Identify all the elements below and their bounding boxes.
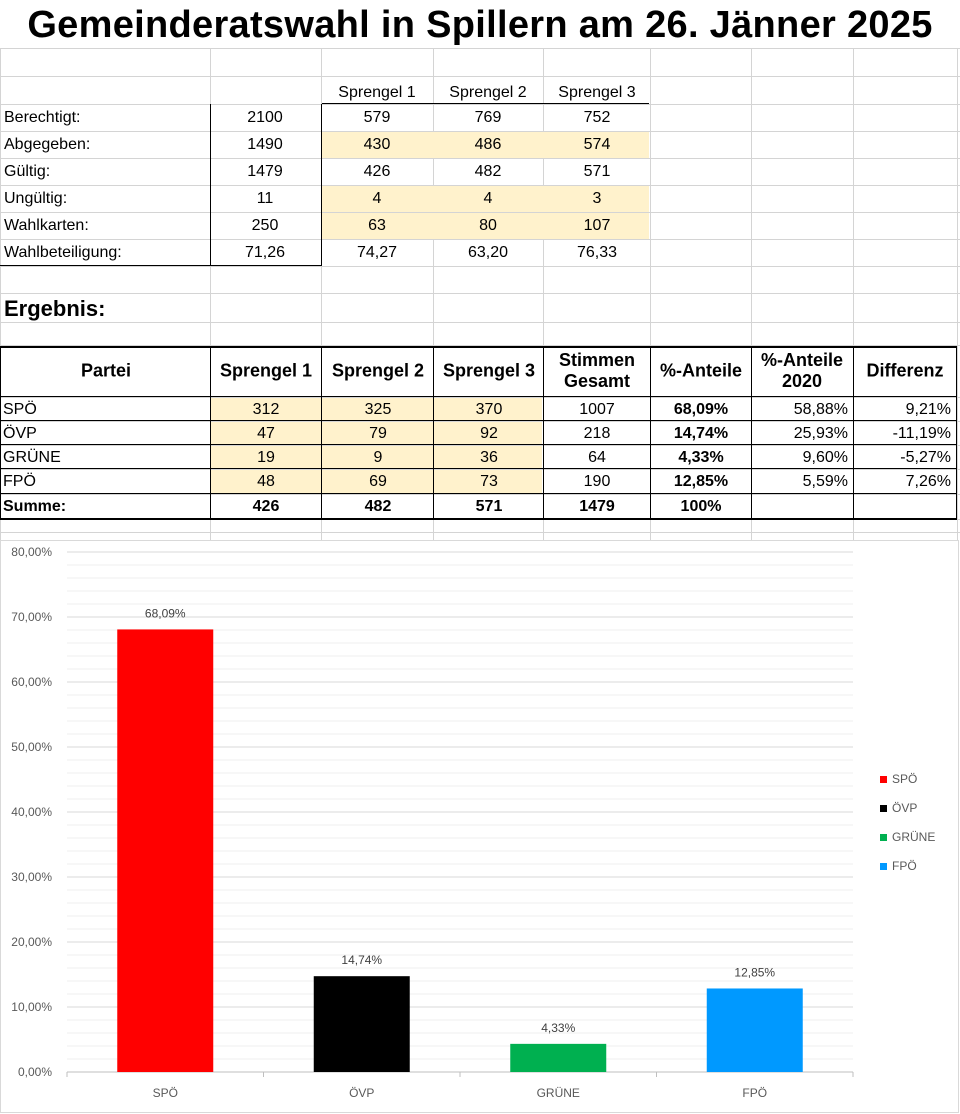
legend-entry — [880, 801, 917, 815]
border — [0, 518, 957, 520]
party-name: SPÖ — [3, 401, 37, 418]
grid-row-line — [0, 494, 960, 495]
header-partei: Partei — [80, 360, 132, 381]
header-stimmen-gesamt-line: Stimmen — [558, 350, 636, 370]
turnout-total: 1479 — [247, 163, 283, 180]
border — [321, 104, 322, 266]
data-label: 14,74% — [341, 953, 383, 968]
votes-s3: 73 — [480, 473, 498, 490]
votes-s2: 79 — [369, 425, 387, 442]
grid-row-line — [0, 239, 960, 240]
header-sprengel-3: Sprengel 3 — [442, 360, 536, 381]
legend-swatch — [880, 776, 887, 783]
y-tick-label: 20,00% — [11, 935, 52, 949]
turnout-s2: 63,20 — [467, 244, 509, 261]
grid-row-line — [0, 266, 960, 267]
turnout-s1: 63 — [368, 217, 386, 234]
turnout-s1: 579 — [363, 109, 391, 126]
votes-total: 218 — [583, 425, 611, 442]
header-sprengel-1: Sprengel 1 — [219, 360, 313, 381]
border — [210, 104, 211, 266]
turnout-s1: 4 — [372, 190, 382, 207]
legend-swatch — [880, 834, 887, 841]
turnout-s2: 486 — [474, 136, 502, 153]
votes-total: 190 — [583, 473, 611, 490]
grid-row-line — [0, 322, 960, 323]
turnout-s3: 107 — [583, 217, 611, 234]
share-percent: 14,74% — [673, 425, 729, 442]
grid-row-line — [0, 158, 960, 159]
legend-label: FPÖ — [892, 859, 917, 873]
votes-s1: 312 — [252, 401, 280, 418]
sum-s3: 571 — [475, 498, 503, 515]
turnout-s2: 4 — [483, 190, 493, 207]
y-tick-label: 40,00% — [11, 805, 52, 819]
x-tick-label: FPÖ — [742, 1086, 768, 1100]
votes-total: 64 — [588, 449, 606, 466]
legend-entry — [880, 859, 917, 873]
sprengel-header: Sprengel 1 — [338, 84, 416, 101]
border — [0, 493, 957, 494]
turnout-s3: 76,33 — [576, 244, 618, 261]
bar-fpö — [707, 988, 803, 1072]
difference: 7,26% — [905, 473, 951, 490]
share-percent: 68,09% — [673, 401, 729, 418]
border — [0, 444, 957, 445]
sum-percent: 100% — [680, 498, 722, 515]
votes-s3: 370 — [475, 401, 503, 418]
grid-row-line — [0, 532, 960, 533]
turnout-label: Wahlbeteiligung: — [4, 244, 122, 261]
grid-row-line — [0, 104, 960, 105]
sum-total: 1479 — [579, 498, 615, 515]
header-sprengel-2: Sprengel 2 — [331, 360, 425, 381]
turnout-s2: 80 — [479, 217, 497, 234]
chart-svg — [0, 540, 960, 1114]
votes-s2: 325 — [364, 401, 392, 418]
turnout-s1: 430 — [363, 136, 391, 153]
turnout-s3: 571 — [583, 163, 611, 180]
legend-entry — [880, 830, 935, 844]
data-label: 68,09% — [144, 606, 186, 621]
grid-row-line — [0, 48, 960, 49]
turnout-s1: 74,27 — [356, 244, 398, 261]
legend-label: GRÜNE — [892, 830, 936, 844]
turnout-s3: 3 — [592, 190, 602, 207]
turnout-s3: 574 — [583, 136, 611, 153]
votes-s2: 9 — [373, 449, 383, 466]
grid-column-line — [957, 48, 958, 540]
sum-s1: 426 — [252, 498, 280, 515]
y-tick-label: 10,00% — [11, 1000, 52, 1014]
turnout-label: Berechtigt: — [4, 109, 81, 126]
turnout-label: Ungültig: — [4, 190, 68, 207]
turnout-total: 250 — [251, 217, 279, 234]
turnout-s2: 482 — [474, 163, 502, 180]
difference: -5,27% — [900, 449, 951, 466]
data-label: 4,33% — [541, 1020, 576, 1035]
spreadsheet — [0, 0, 960, 540]
votes-s1: 47 — [257, 425, 275, 442]
turnout-s2: 769 — [474, 109, 502, 126]
turnout-label: Gültig: — [4, 163, 51, 180]
y-tick-label: 60,00% — [11, 675, 52, 689]
header-anteile-2020-line: 2020 — [781, 371, 823, 391]
x-tick-label: GRÜNE — [536, 1086, 580, 1100]
y-tick-label: 0,00% — [17, 1065, 52, 1079]
turnout-s3: 752 — [583, 109, 611, 126]
y-tick-label: 70,00% — [11, 610, 52, 624]
turnout-s1: 426 — [363, 163, 391, 180]
border — [322, 103, 649, 104]
legend-swatch — [880, 863, 887, 870]
turnout-label: Abgegeben: — [4, 136, 91, 153]
turnout-total: 1490 — [247, 136, 283, 153]
turnout-label: Wahlkarten: — [4, 217, 89, 234]
sprengel-header: Sprengel 3 — [558, 84, 636, 101]
share-2020: 25,93% — [793, 425, 848, 442]
grid-row-line — [0, 76, 960, 77]
bar-spö — [117, 629, 213, 1072]
legend-swatch — [880, 805, 887, 812]
legend-label: SPÖ — [892, 772, 918, 786]
share-2020: 5,59% — [802, 473, 848, 490]
border — [0, 396, 957, 397]
share-percent: 12,85% — [673, 473, 729, 490]
border — [0, 265, 322, 266]
x-tick-label: SPÖ — [152, 1086, 178, 1100]
votes-s3: 36 — [480, 449, 498, 466]
data-label: 12,85% — [734, 965, 776, 980]
sprengel-header: Sprengel 2 — [449, 84, 527, 101]
y-tick-label: 30,00% — [11, 870, 52, 884]
legend-label: ÖVP — [892, 801, 918, 815]
difference: 9,21% — [905, 401, 951, 418]
y-tick-label: 50,00% — [11, 740, 52, 754]
party-name: GRÜNE — [3, 449, 61, 466]
results-bar-chart — [0, 540, 960, 1114]
difference: -11,19% — [892, 425, 951, 442]
bar-övp — [314, 976, 410, 1072]
header-stimmen-gesamt-line: Gesamt — [563, 371, 631, 391]
turnout-total: 2100 — [247, 109, 283, 126]
share-percent: 4,33% — [678, 449, 724, 466]
party-name: FPÖ — [3, 473, 36, 490]
border — [0, 468, 957, 469]
votes-s2: 69 — [369, 473, 387, 490]
votes-s1: 19 — [257, 449, 275, 466]
header-anteile-2020-line: %-Anteile — [760, 350, 844, 370]
turnout-total: 71,26 — [244, 244, 286, 261]
results-heading: Ergebnis: — [4, 296, 106, 321]
header-stimmen-gesamt — [559, 350, 635, 392]
share-2020: 58,88% — [793, 401, 848, 418]
legend-entry — [880, 772, 917, 786]
votes-s1: 48 — [257, 473, 275, 490]
y-tick-label: 80,00% — [11, 545, 52, 559]
party-name: ÖVP — [3, 425, 37, 442]
share-2020: 9,60% — [802, 449, 848, 466]
bar-grüne — [510, 1044, 606, 1072]
page-title: Gemeinderatswahl in Spillern am 26. Jänner 2025 — [27, 4, 933, 46]
header-differenz: Differenz — [866, 360, 944, 381]
votes-s3: 92 — [480, 425, 498, 442]
grid-row-line — [0, 293, 960, 294]
header-anteile: %-Anteile — [659, 360, 743, 381]
border — [0, 346, 957, 348]
sum-label: Summe: — [3, 498, 67, 515]
border — [0, 420, 957, 421]
sum-s2: 482 — [364, 498, 392, 515]
x-tick-label: ÖVP — [349, 1086, 375, 1100]
header-anteile-2020 — [761, 350, 843, 392]
votes-total: 1007 — [579, 401, 615, 418]
turnout-total: 11 — [256, 190, 274, 207]
